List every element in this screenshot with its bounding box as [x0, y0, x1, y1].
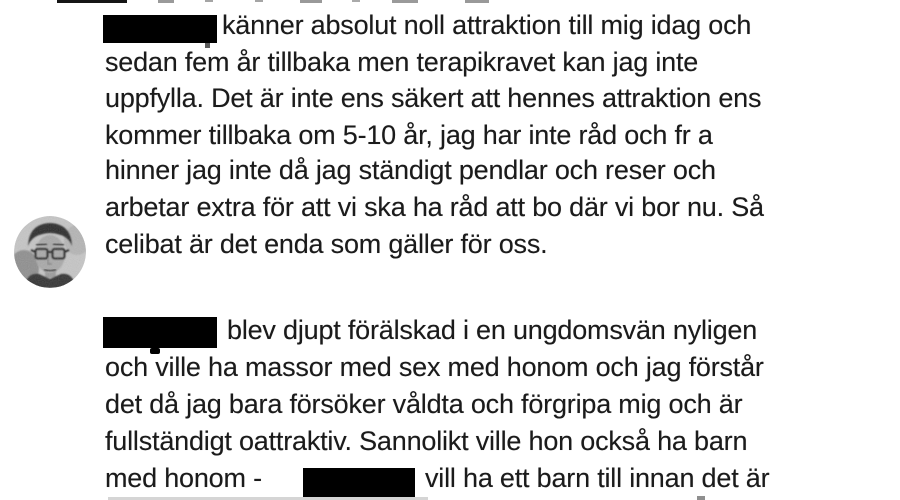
cropped-text-remnant	[205, 0, 213, 2]
redacted-name-bar	[103, 317, 217, 348]
post1-line: uppfylla. Det är inte ens säkert att hennes attraktion ens	[105, 83, 762, 113]
post2-line: fullständigt oattraktiv. Sannolikt ville hon också ha barn	[105, 426, 748, 456]
avatar[interactable]	[14, 216, 86, 288]
post2-line: blev djupt förälskad i en ungdomsvän nyligen	[227, 315, 758, 345]
post2-line: och ville ha massor med sex med honom och jag förstår	[105, 352, 764, 382]
cropped-redaction-remnant	[57, 0, 127, 3]
cropped-text-remnant	[158, 0, 174, 3]
cropped-text-remnant	[352, 0, 360, 2]
post1-line: celibat är det enda som gäller för oss.	[105, 229, 548, 259]
post2-line: det då jag bara försöker våldta och förgripa mig och är	[105, 389, 743, 419]
post2-line-prefix: med honom -	[105, 463, 262, 493]
post2-line-suffix: vill ha ett barn till innan det är	[425, 463, 770, 493]
cropped-text-remnant	[465, 0, 489, 3]
post1-line: arbetar extra för att vi ska ha råd att bo där vi bor nu. Så	[105, 192, 764, 222]
post1-line: känner absolut noll attraktion till mig idag och	[222, 10, 752, 40]
post1-line: kommer tillbaka om 5-10 år, jag har inte råd och fr a	[105, 120, 713, 150]
cropped-text-remnant	[392, 0, 418, 3]
post1-line: hinner jag inte då jag ständigt pendlar och reser och	[105, 155, 716, 185]
cropped-text-remnant	[697, 496, 705, 500]
cropped-text-remnant	[255, 0, 263, 2]
redacted-name-bar-inline	[303, 468, 415, 497]
cropped-text-remnant	[300, 0, 322, 3]
post1-line: sedan fem år tillbaka men terapikravet kan jag inte	[105, 47, 699, 77]
redacted-name-bar	[103, 15, 217, 43]
avatar-portrait-image	[14, 216, 86, 288]
